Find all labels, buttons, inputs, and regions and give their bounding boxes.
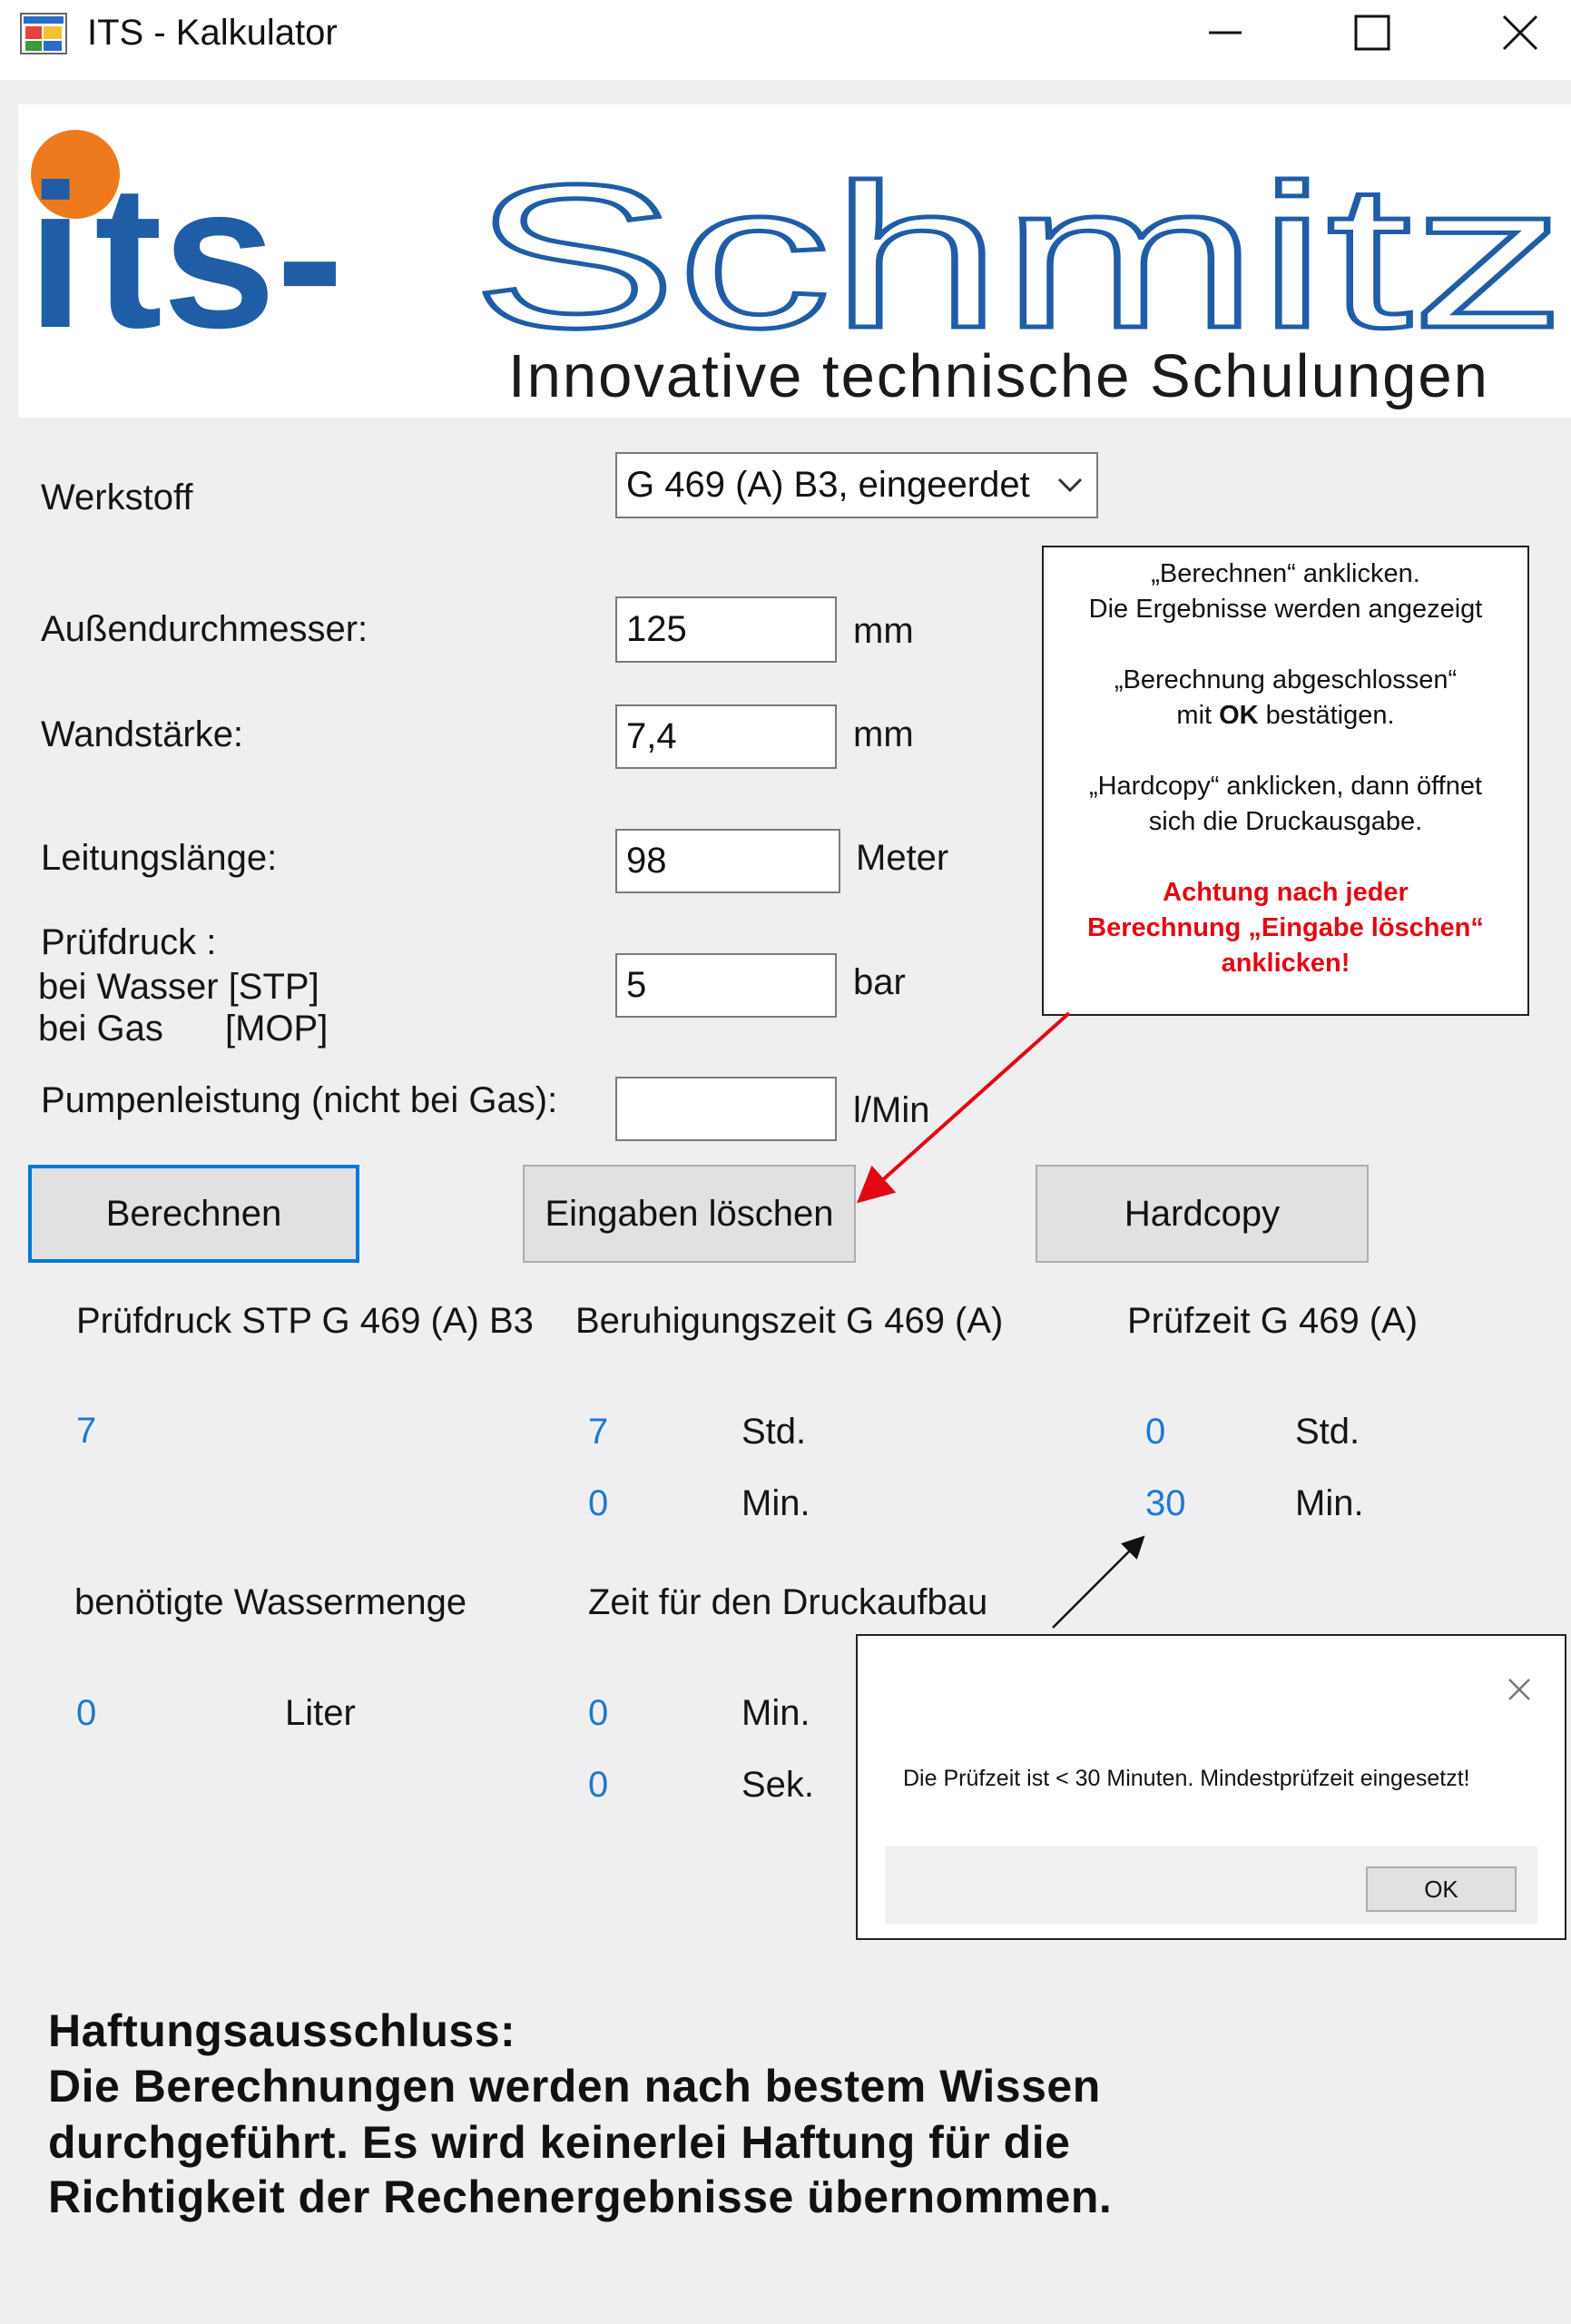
water-amount-unit: Liter xyxy=(285,1693,356,1733)
info-warning-3: anklicken! xyxy=(1221,949,1350,978)
pump-capacity-unit: l/Min xyxy=(853,1090,930,1130)
test-minutes-unit: Min. xyxy=(1295,1483,1364,1523)
info-warning-1: Achtung nach jeder xyxy=(1163,878,1409,907)
logo-schmitz: Schmitz xyxy=(472,142,1566,370)
build-minutes-unit: Min. xyxy=(741,1693,810,1733)
wall-thickness-unit: mm xyxy=(853,714,914,754)
black-arrow xyxy=(1053,1539,1142,1628)
calculate-button[interactable]: Berechnen xyxy=(28,1165,359,1263)
build-minutes-value: 0 xyxy=(588,1693,609,1733)
disclaimer-line-2: durchgeführt. Es wird keinerlei Haftung für die xyxy=(48,2117,1071,2168)
dialog-close-icon[interactable] xyxy=(1507,1677,1532,1702)
settling-minutes-unit: Min. xyxy=(741,1483,810,1523)
disclaimer-line-3: Richtigkeit der Rechenergebnisse übernommen. xyxy=(48,2171,1113,2222)
info-line-1: „Berechnen“ anklicken. xyxy=(1151,559,1420,588)
pressure-build-time-title: Zeit für den Druckaufbau xyxy=(588,1582,988,1622)
test-hours-value: 0 xyxy=(1145,1412,1166,1452)
info-line-4a: mit xyxy=(1176,701,1220,730)
dialog-message: Die Prüfzeit ist < 30 Minuten. Mindestprüfzeit eingesetzt! xyxy=(903,1766,1470,1791)
message-dialog xyxy=(856,1634,1566,1940)
info-line-4c: bestätigen. xyxy=(1258,701,1395,730)
test-minutes-value: 30 xyxy=(1145,1483,1186,1523)
material-label: Werkstoff xyxy=(41,478,193,517)
dialog-ok-button[interactable]: OK xyxy=(1366,1866,1517,1912)
test-pressure-water-label: bei Wasser [STP] xyxy=(38,967,319,1007)
info-line-6: sich die Druckausgabe. xyxy=(1148,807,1423,836)
test-pressure-result-value: 7 xyxy=(76,1411,97,1451)
window-title: ITS - Kalkulator xyxy=(87,13,338,53)
disclaimer-heading: Haftungsausschluss: xyxy=(48,2005,516,2056)
settling-minutes-value: 0 xyxy=(588,1483,609,1523)
outer-diameter-unit: mm xyxy=(853,611,914,651)
info-line-3: „Berechnung abgeschlossen“ xyxy=(1114,665,1458,694)
test-hours-unit: Std. xyxy=(1295,1412,1360,1452)
test-pressure-gas-label: bei Gas xyxy=(38,1009,163,1049)
build-seconds-value: 0 xyxy=(588,1765,609,1805)
pipe-length-unit: Meter xyxy=(856,838,949,878)
test-pressure-gas-mop: [MOP] xyxy=(225,1009,329,1049)
test-pressure-result-title: Prüfdruck STP G 469 (A) B3 xyxy=(76,1301,534,1341)
clear-inputs-button[interactable]: Eingaben löschen xyxy=(523,1165,856,1263)
disclaimer-line-1: Die Berechnungen werden nach bestem Wissen xyxy=(48,2061,1101,2112)
test-pressure-unit: bar xyxy=(853,962,906,1002)
info-line-4b: OK xyxy=(1219,701,1259,730)
build-seconds-unit: Sek. xyxy=(741,1765,815,1805)
outer-diameter-label: Außendurchmesser: xyxy=(41,609,368,649)
test-pressure-label: Prüfdruck : xyxy=(41,922,217,962)
hardcopy-button[interactable]: Hardcopy xyxy=(1036,1165,1369,1263)
pump-capacity-label: Pumpenleistung (nicht bei Gas): xyxy=(41,1080,558,1120)
logo-dot-letter: i xyxy=(27,142,84,370)
water-amount-title: benötigte Wassermenge xyxy=(74,1582,467,1622)
test-time-title: Prüfzeit G 469 (A) xyxy=(1127,1301,1419,1341)
info-line-5: „Hardcopy“ anklicken, dann öffnet xyxy=(1088,772,1483,801)
water-amount-value: 0 xyxy=(76,1693,97,1733)
dialog-footer xyxy=(885,1846,1537,1924)
logo-its: ts- xyxy=(94,142,344,370)
info-line-2: Die Ergebnisse werden angezeigt xyxy=(1088,595,1483,624)
wall-thickness-label: Wandstärke: xyxy=(41,714,244,754)
settling-time-title: Beruhigungszeit G 469 (A) xyxy=(575,1301,1004,1341)
logo-tagline: Innovative technische Schulungen xyxy=(508,342,1489,410)
settling-hours-value: 7 xyxy=(588,1412,609,1452)
info-warning-2: Berechnung „Eingabe löschen“ xyxy=(1087,913,1484,942)
material-value: G 469 (A) B3, eingeerdet xyxy=(626,465,1030,505)
pipe-length-label: Leitungslänge: xyxy=(41,838,278,878)
settling-hours-unit: Std. xyxy=(741,1412,807,1452)
